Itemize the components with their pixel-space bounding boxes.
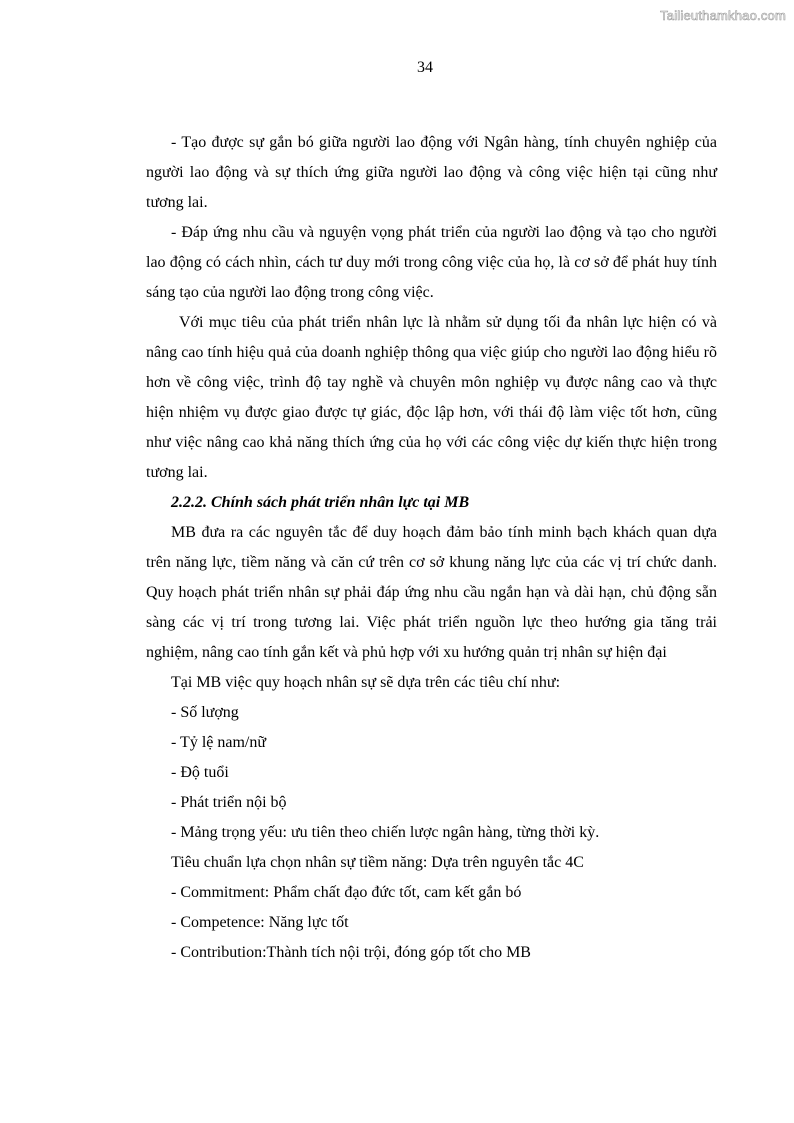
watermark-text: Tailieuthamkhao.com <box>660 8 786 23</box>
criteria-item: - Phát triển nội bộ <box>171 794 287 811</box>
standard-item: - Commitment: Phẩm chất đạo đức tốt, cam kết gắn bó <box>171 884 522 901</box>
standard-intro: Tiêu chuẩn lựa chọn nhân sự tiềm năng: Dựa trên nguyên tắc 4C <box>171 854 584 871</box>
standard-item: - Competence: Năng lực tốt <box>171 914 349 931</box>
criteria-item: - Tỷ lệ nam/nữ <box>171 734 267 751</box>
criteria-intro: Tại MB việc quy hoạch nhân sự sẽ dựa trên các tiêu chí như: <box>171 674 561 691</box>
criteria-item: - Độ tuổi <box>171 764 229 781</box>
criteria-item: - Số lượng <box>171 704 239 721</box>
document-body <box>146 128 717 968</box>
criteria-item: - Mảng trọng yếu: ưu tiên theo chiến lược ngân hàng, từng thời kỳ. <box>171 824 600 841</box>
paragraph-objective: Với mục tiêu của phát triển nhân lực là nhằm sử dụng tối đa nhân lực hiện có và nâng cao tính hiệu quả của doanh nghiệp thông qua việc giúp cho người lao động hiểu rõ hơn về công việc, trình độ tay nghề và chuyên môn nghiệp vụ được nâng cao và thực hiện nhiệm vụ được giao được tự giác, độc lập hơn, với thái độ làm việc tốt hơn, cũng như việc nâng cao khả năng thích ứng của họ với các công việc dự kiến thực hiện trong tương lai. <box>146 314 717 481</box>
standard-item: - Contribution:Thành tích nội trội, đóng góp tốt cho MB <box>171 944 531 961</box>
paragraph-aspiration: - Đáp ứng nhu cầu và nguyện vọng phát triển của người lao động và tạo cho người lao động có cách nhìn, cách tư duy mới trong công việc của họ, là cơ sở để phát huy tính sáng tạo của người lao động trong công việc. <box>146 224 717 301</box>
section-paragraph: MB đưa ra các nguyên tắc để duy hoạch đảm bảo tính minh bạch khách quan dựa trên năng lực, tiềm năng và căn cứ trên cơ sở khung năng lực của các vị trí chức danh. Quy hoạch phát triển nhân sự phải đáp ứng nhu cầu ngắn hạn và dài hạn, chủ động sẵn sàng các vị trí trong tương lai. Việc phát triển nguồn lực theo hướng gia tăng trải nghiệm, nâng cao tính gắn kết và phủ hợp với xu hướng quản trị nhân sự hiện đại <box>146 524 717 661</box>
section-heading: 2.2.2. Chính sách phát triển nhân lực tại MB <box>171 494 470 511</box>
page-number: 34 <box>417 59 433 76</box>
paragraph-bond: - Tạo được sự gắn bó giữa người lao động với Ngân hàng, tính chuyên nghiệp của người lao động và sự thích ứng giữa người lao động và công việc hiện tại cũng như tương lai. <box>146 134 717 211</box>
